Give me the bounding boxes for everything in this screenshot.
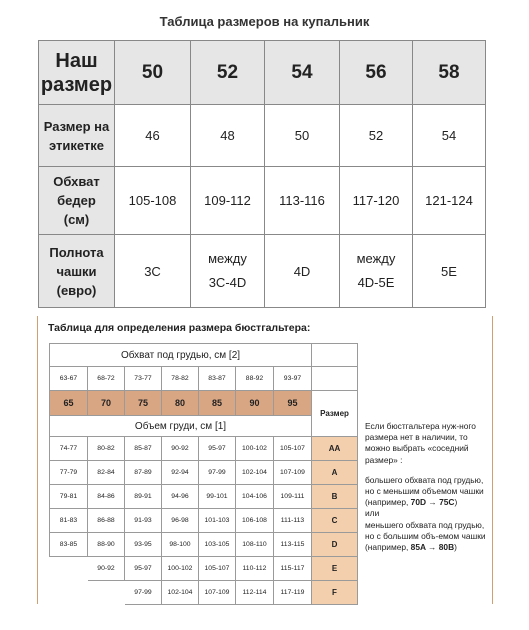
table-cell xyxy=(50,557,88,581)
table-cell: 68-72 xyxy=(88,367,125,391)
note-paragraph: Если бюстгальтера нуж-ного размера нет в наличии, то можно выбрать «соседний размер» : xyxy=(365,421,476,465)
table-cell: 98-100 xyxy=(162,533,199,557)
table-cell: 113-116 xyxy=(265,167,340,235)
table-cell: 100-102 xyxy=(162,557,199,581)
table-cell: 94-96 xyxy=(162,485,199,509)
cup-size: C xyxy=(312,509,358,533)
table-cell: 109-112 xyxy=(191,167,265,235)
table-cell: 5E xyxy=(413,235,486,308)
table-cell: 83-85 xyxy=(50,533,88,557)
table-row xyxy=(39,167,486,235)
table-cell xyxy=(312,367,358,391)
table-cell: 112-114 xyxy=(236,581,274,605)
section-title: Таблица для определения размера бюстгальтера: xyxy=(48,322,311,334)
cup-size: AA xyxy=(312,437,358,461)
size-header: 58 xyxy=(413,41,486,105)
note-paragraph: меньшего обхвата под грудью, но с большим объ-емом чашки (например, 85A → 80B) xyxy=(365,519,486,553)
band-size: 75 xyxy=(125,391,162,416)
table-cell: 113-115 xyxy=(274,533,312,557)
table-row xyxy=(50,461,358,485)
band-size: 95 xyxy=(274,391,312,416)
table-cell: 80-82 xyxy=(88,437,125,461)
table-cell: 104-106 xyxy=(236,485,274,509)
table-row xyxy=(50,533,358,557)
table-cell: 90-92 xyxy=(162,437,199,461)
table-cell: 95-97 xyxy=(125,557,162,581)
table-cell: 121-124 xyxy=(413,167,486,235)
table-cell: между 3C-4D xyxy=(191,235,265,308)
table-row xyxy=(39,235,486,308)
row-header: Полнота чашки (евро) xyxy=(39,235,115,308)
table-cell: 52 xyxy=(340,105,413,167)
cup-size: E xyxy=(312,557,358,581)
band-size: 85 xyxy=(199,391,236,416)
table-cell xyxy=(312,344,358,367)
table-cell: 92-94 xyxy=(162,461,199,485)
table-cell: 96-98 xyxy=(162,509,199,533)
table-cell: 79-81 xyxy=(50,485,88,509)
table-cell: между 4D-5E xyxy=(340,235,413,308)
table-cell: 103-105 xyxy=(199,533,236,557)
table-cell: 110-112 xyxy=(236,557,274,581)
table-cell: 4D xyxy=(265,235,340,308)
size-note xyxy=(365,421,490,553)
table-cell xyxy=(50,581,88,605)
table-cell: 84-86 xyxy=(88,485,125,509)
table-cell: 89-91 xyxy=(125,485,162,509)
table-cell: 77-79 xyxy=(50,461,88,485)
table-cell: 111-113 xyxy=(274,509,312,533)
table-cell: 105-107 xyxy=(199,557,236,581)
table-cell: 93-95 xyxy=(125,533,162,557)
table-cell: 105-107 xyxy=(274,437,312,461)
table-cell: 87-89 xyxy=(125,461,162,485)
table-cell: 88-92 xyxy=(236,367,274,391)
size-header: 52 xyxy=(191,41,265,105)
table-cell: 74-77 xyxy=(50,437,88,461)
table-row xyxy=(50,557,358,581)
table-cell: 100-102 xyxy=(236,437,274,461)
table-cell: 73-77 xyxy=(125,367,162,391)
table-cell: 82-84 xyxy=(88,461,125,485)
table-row xyxy=(39,105,486,167)
table-cell: 109-111 xyxy=(274,485,312,509)
note-paragraph: или xyxy=(365,508,380,519)
table-cell: 97-99 xyxy=(199,461,236,485)
table-cell: 107-109 xyxy=(274,461,312,485)
page-title: Таблица размеров на купальник xyxy=(159,14,370,29)
cup-size: D xyxy=(312,533,358,557)
size-header: 56 xyxy=(340,41,413,105)
table-cell: 78-82 xyxy=(162,367,199,391)
swimsuit-size-table xyxy=(38,40,486,308)
table-cell: 93-97 xyxy=(274,367,312,391)
table-cell: 107-109 xyxy=(199,581,236,605)
band-size: 80 xyxy=(162,391,199,416)
table-cell: 97-99 xyxy=(125,581,162,605)
band-size-row xyxy=(50,391,358,416)
table-cell: 48 xyxy=(191,105,265,167)
table-cell: 105-108 xyxy=(115,167,191,235)
band-size: 70 xyxy=(88,391,125,416)
table-cell: 90-92 xyxy=(88,557,125,581)
table-row xyxy=(50,437,358,461)
bra-size-table xyxy=(49,343,358,605)
table-cell: 86-88 xyxy=(88,509,125,533)
underbust-caption-row xyxy=(50,344,358,367)
note-paragraph: большего обхвата под грудью, но с меньшим объемом чашки (например, 70D → 75C) xyxy=(365,474,484,508)
table-cell: 102-104 xyxy=(162,581,199,605)
table-cell: 81-83 xyxy=(50,509,88,533)
table-cell: 3C xyxy=(115,235,191,308)
cup-size-header: Размер xyxy=(312,391,358,437)
underbust-caption: Обхват под грудью, см [2] xyxy=(50,344,312,367)
table-cell: 50 xyxy=(265,105,340,167)
bust-caption: Объем груди, см [1] xyxy=(50,416,312,437)
bust-caption-row xyxy=(50,416,358,437)
table-cell: 99-101 xyxy=(199,485,236,509)
table-cell xyxy=(88,581,125,605)
cup-size: B xyxy=(312,485,358,509)
table-header-row xyxy=(39,41,486,105)
table-cell: 102-104 xyxy=(236,461,274,485)
row-header: Размер на этикетке xyxy=(39,105,115,167)
corner-header: Наш размер xyxy=(39,41,115,105)
table-cell: 54 xyxy=(413,105,486,167)
table-cell: 108-110 xyxy=(236,533,274,557)
table-cell: 95-97 xyxy=(199,437,236,461)
table-cell: 88-90 xyxy=(88,533,125,557)
table-cell: 115-117 xyxy=(274,557,312,581)
cup-size: F xyxy=(312,581,358,605)
table-cell: 63-67 xyxy=(50,367,88,391)
table-cell: 106-108 xyxy=(236,509,274,533)
band-size: 65 xyxy=(50,391,88,416)
table-cell: 117-119 xyxy=(274,581,312,605)
table-cell: 85-87 xyxy=(125,437,162,461)
size-header: 50 xyxy=(115,41,191,105)
table-cell: 101-103 xyxy=(199,509,236,533)
underbust-ranges-row xyxy=(50,367,358,391)
table-row xyxy=(50,581,358,605)
table-cell: 46 xyxy=(115,105,191,167)
size-header: 54 xyxy=(265,41,340,105)
row-header: Обхват бедер (см) xyxy=(39,167,115,235)
table-row xyxy=(50,509,358,533)
cup-size: A xyxy=(312,461,358,485)
table-cell: 83-87 xyxy=(199,367,236,391)
table-cell: 91-93 xyxy=(125,509,162,533)
band-size: 90 xyxy=(236,391,274,416)
table-cell: 117-120 xyxy=(340,167,413,235)
table-row xyxy=(50,485,358,509)
